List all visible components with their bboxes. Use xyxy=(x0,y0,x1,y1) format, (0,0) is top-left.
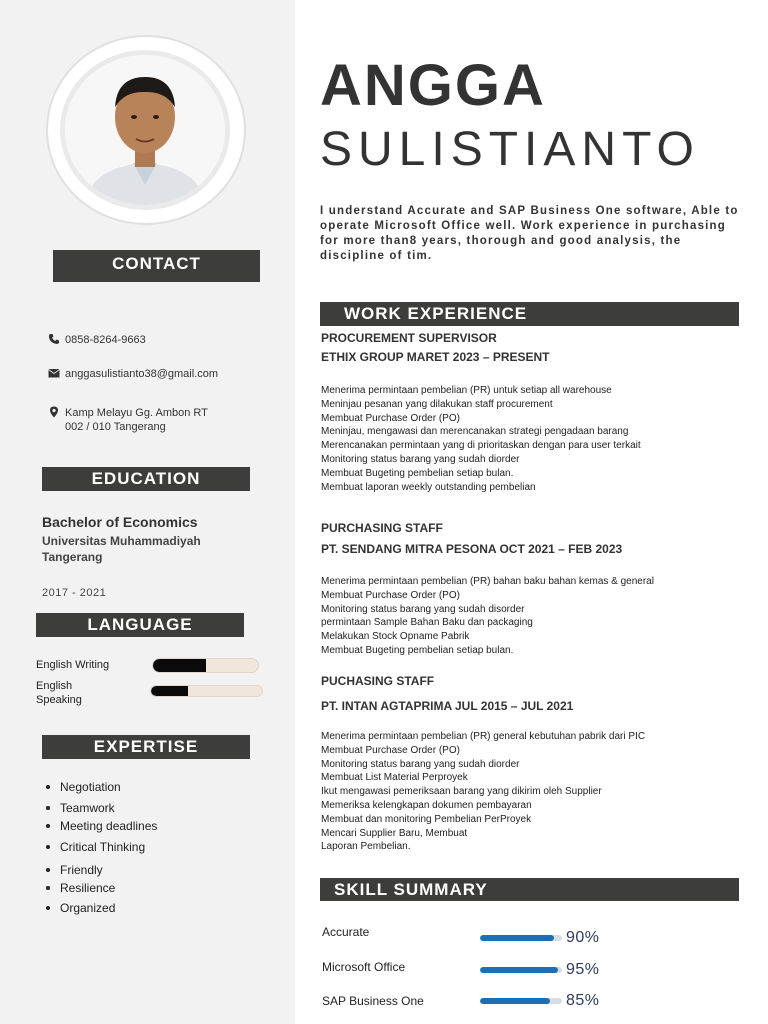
duty-item: Laporan Pembelian. xyxy=(321,841,411,853)
phone-text: 0858-8264-9663 xyxy=(65,334,146,346)
job-title: PURCHASING STAFF xyxy=(321,521,443,535)
expertise-item-label: Organized xyxy=(60,901,116,915)
expertise-item xyxy=(46,863,103,877)
bullet-icon xyxy=(46,886,50,890)
education-years: 2017 - 2021 xyxy=(42,587,107,599)
duty-item: Membuat Bugeting pembelian setiap bulan. xyxy=(321,644,514,656)
education-school xyxy=(42,533,262,565)
duty-item: Meninjau pesanan yang dilakukan staff procurement xyxy=(321,398,553,410)
skill-bar xyxy=(480,967,562,973)
name-first: ANGGA xyxy=(320,53,546,118)
bullet-icon xyxy=(46,845,50,849)
duty-item: Membuat Purchase Order (PO) xyxy=(321,744,460,756)
duty-item: Membuat List Material Perproyek xyxy=(321,772,468,784)
duty-item: Memeriksa kelengkapan dokumen pembayaran xyxy=(321,799,532,811)
expertise-item xyxy=(46,801,115,815)
email-text: anggasulistianto38@gmail.com xyxy=(65,368,219,380)
duty-item: Ikut mengawasi pemeriksaan barang yang dikirim oleh Supplier xyxy=(321,786,602,798)
skill-label: Accurate xyxy=(322,925,370,939)
duty-item: Membuat Bugeting pembelian setiap bulan. xyxy=(321,467,514,479)
expertise-heading: EXPERTISE xyxy=(42,735,250,759)
contact-address xyxy=(48,406,208,434)
location-pin-icon xyxy=(48,406,60,418)
duty-item: Melakukan Stock Opname Pabrik xyxy=(321,631,470,643)
duty-item: Membuat laporan weekly outstanding pembelian xyxy=(321,481,536,493)
job-duties xyxy=(321,384,741,494)
work-experience-heading: WORK EXPERIENCE xyxy=(320,302,739,326)
duty-item: Membuat Purchase Order (PO) xyxy=(321,412,460,424)
phone-icon xyxy=(48,333,60,345)
duty-item: permintaan Sample Bahan Baku dan packaging xyxy=(321,617,533,629)
duty-item: Monitoring status barang yang sudah diorder xyxy=(321,453,520,465)
education-school-line-1: Universitas Muhammadiyah xyxy=(42,534,201,548)
duty-item: Menerima permintaan pembelian (PR) bahan baku bahan kemas & general xyxy=(321,576,654,587)
duty-item: Mencari Supplier Baru, Membuat xyxy=(321,827,468,839)
address-line-1: Kamp Melayu Gg. Ambon RT xyxy=(65,407,208,419)
language-bar-fill xyxy=(153,659,206,672)
expertise-item xyxy=(46,901,115,915)
skill-summary-heading: SKILL SUMMARY xyxy=(320,878,739,901)
skill-percent: 90% xyxy=(566,929,600,946)
duty-item: Monitoring status barang yang sudah disorder xyxy=(321,603,525,615)
language-bar-fill xyxy=(151,686,188,696)
skill-bar xyxy=(480,998,562,1004)
language-bar-writing xyxy=(152,658,259,673)
person-portrait-icon xyxy=(65,55,225,205)
language-bar-speaking xyxy=(150,685,263,697)
skill-label: Microsoft Office xyxy=(322,960,406,974)
skill-percent: 95% xyxy=(566,961,600,978)
expertise-item xyxy=(46,819,157,833)
contact-email[interactable] xyxy=(48,367,218,381)
duty-item: Meninjau, mengawasi dan merencanakan strategi pengadaan barang xyxy=(321,426,629,438)
skill-bar-fill xyxy=(480,998,550,1004)
profile-summary: I understand Accurate and SAP Business One software, Able to operate Microsoft Office well. Work experience in purchasing for more than8 years, thorough and good analysis, the discipline of tim. xyxy=(320,205,739,262)
bullet-icon xyxy=(46,824,50,828)
profile-photo xyxy=(60,50,230,210)
duty-item: Merencanakan permintaan yang di prioritaskan dengan para user terkait xyxy=(321,440,641,452)
contact-heading: CONTACT xyxy=(53,250,260,282)
envelope-icon xyxy=(48,367,60,379)
expertise-item-label: Teamwork xyxy=(60,801,115,815)
duty-item: Monitoring status barang yang sudah diorder xyxy=(321,758,520,770)
job-company: PT. SENDANG MITRA PESONA OCT 2021 – FEB 2023 xyxy=(321,542,623,556)
language-heading: LANGUAGE xyxy=(36,613,244,637)
expertise-item-label: Meeting deadlines xyxy=(60,819,158,833)
job-duties xyxy=(321,730,741,854)
skill-bar xyxy=(480,935,562,941)
skill-bar-fill xyxy=(480,967,558,973)
duty-item: Menerima permintaan pembelian (PR) general kebutuhan pabrik dari PIC xyxy=(321,731,646,742)
skill-bar-fill xyxy=(480,935,554,941)
skill-percent: 85% xyxy=(566,992,600,1009)
skill-label: SAP Business One xyxy=(322,994,424,1008)
language-label-speaking-line-1: English xyxy=(36,680,73,692)
language-label-speaking-line-2: Speaking xyxy=(36,694,82,706)
language-label-speaking xyxy=(36,679,82,707)
sidebar xyxy=(0,0,295,1024)
bullet-icon xyxy=(46,806,50,810)
address-line-2: 002 / 010 Tangerang xyxy=(65,421,166,433)
bullet-icon xyxy=(46,785,50,789)
expertise-item-label: Negotiation xyxy=(60,780,121,794)
education-degree: Bachelor of Economics xyxy=(42,514,198,530)
duty-item: Membuat dan monitoring Pembelian PerProyek xyxy=(321,813,532,825)
education-heading: EDUCATION xyxy=(42,467,250,491)
job-title: PUCHASING STAFF xyxy=(321,674,435,688)
expertise-item-label: Friendly xyxy=(60,863,103,877)
job-duties xyxy=(321,575,741,658)
bullet-icon xyxy=(46,868,50,872)
expertise-item-label: Resilience xyxy=(60,881,116,895)
language-label-writing: English Writing xyxy=(36,659,110,671)
job-company: PT. INTAN AGTAPRIMA JUL 2015 – JUL 2021 xyxy=(321,699,574,713)
expertise-item xyxy=(46,780,121,794)
contact-phone[interactable] xyxy=(48,333,146,347)
name-last: SULISTIANTO xyxy=(320,123,700,176)
duty-item: Membuat Purchase Order (PO) xyxy=(321,589,460,601)
education-school-line-2: Tangerang xyxy=(42,550,103,564)
duty-item: Menerima permintaan pembelian (PR) untuk setiap all warehouse xyxy=(321,385,612,396)
expertise-item xyxy=(46,840,145,854)
expertise-item-label: Critical Thinking xyxy=(60,840,146,854)
job-company: ETHIX GROUP MARET 2023 – PRESENT xyxy=(321,350,550,364)
expertise-item xyxy=(46,881,115,895)
job-title: PROCUREMENT SUPERVISOR xyxy=(321,331,497,345)
bullet-icon xyxy=(46,906,50,910)
